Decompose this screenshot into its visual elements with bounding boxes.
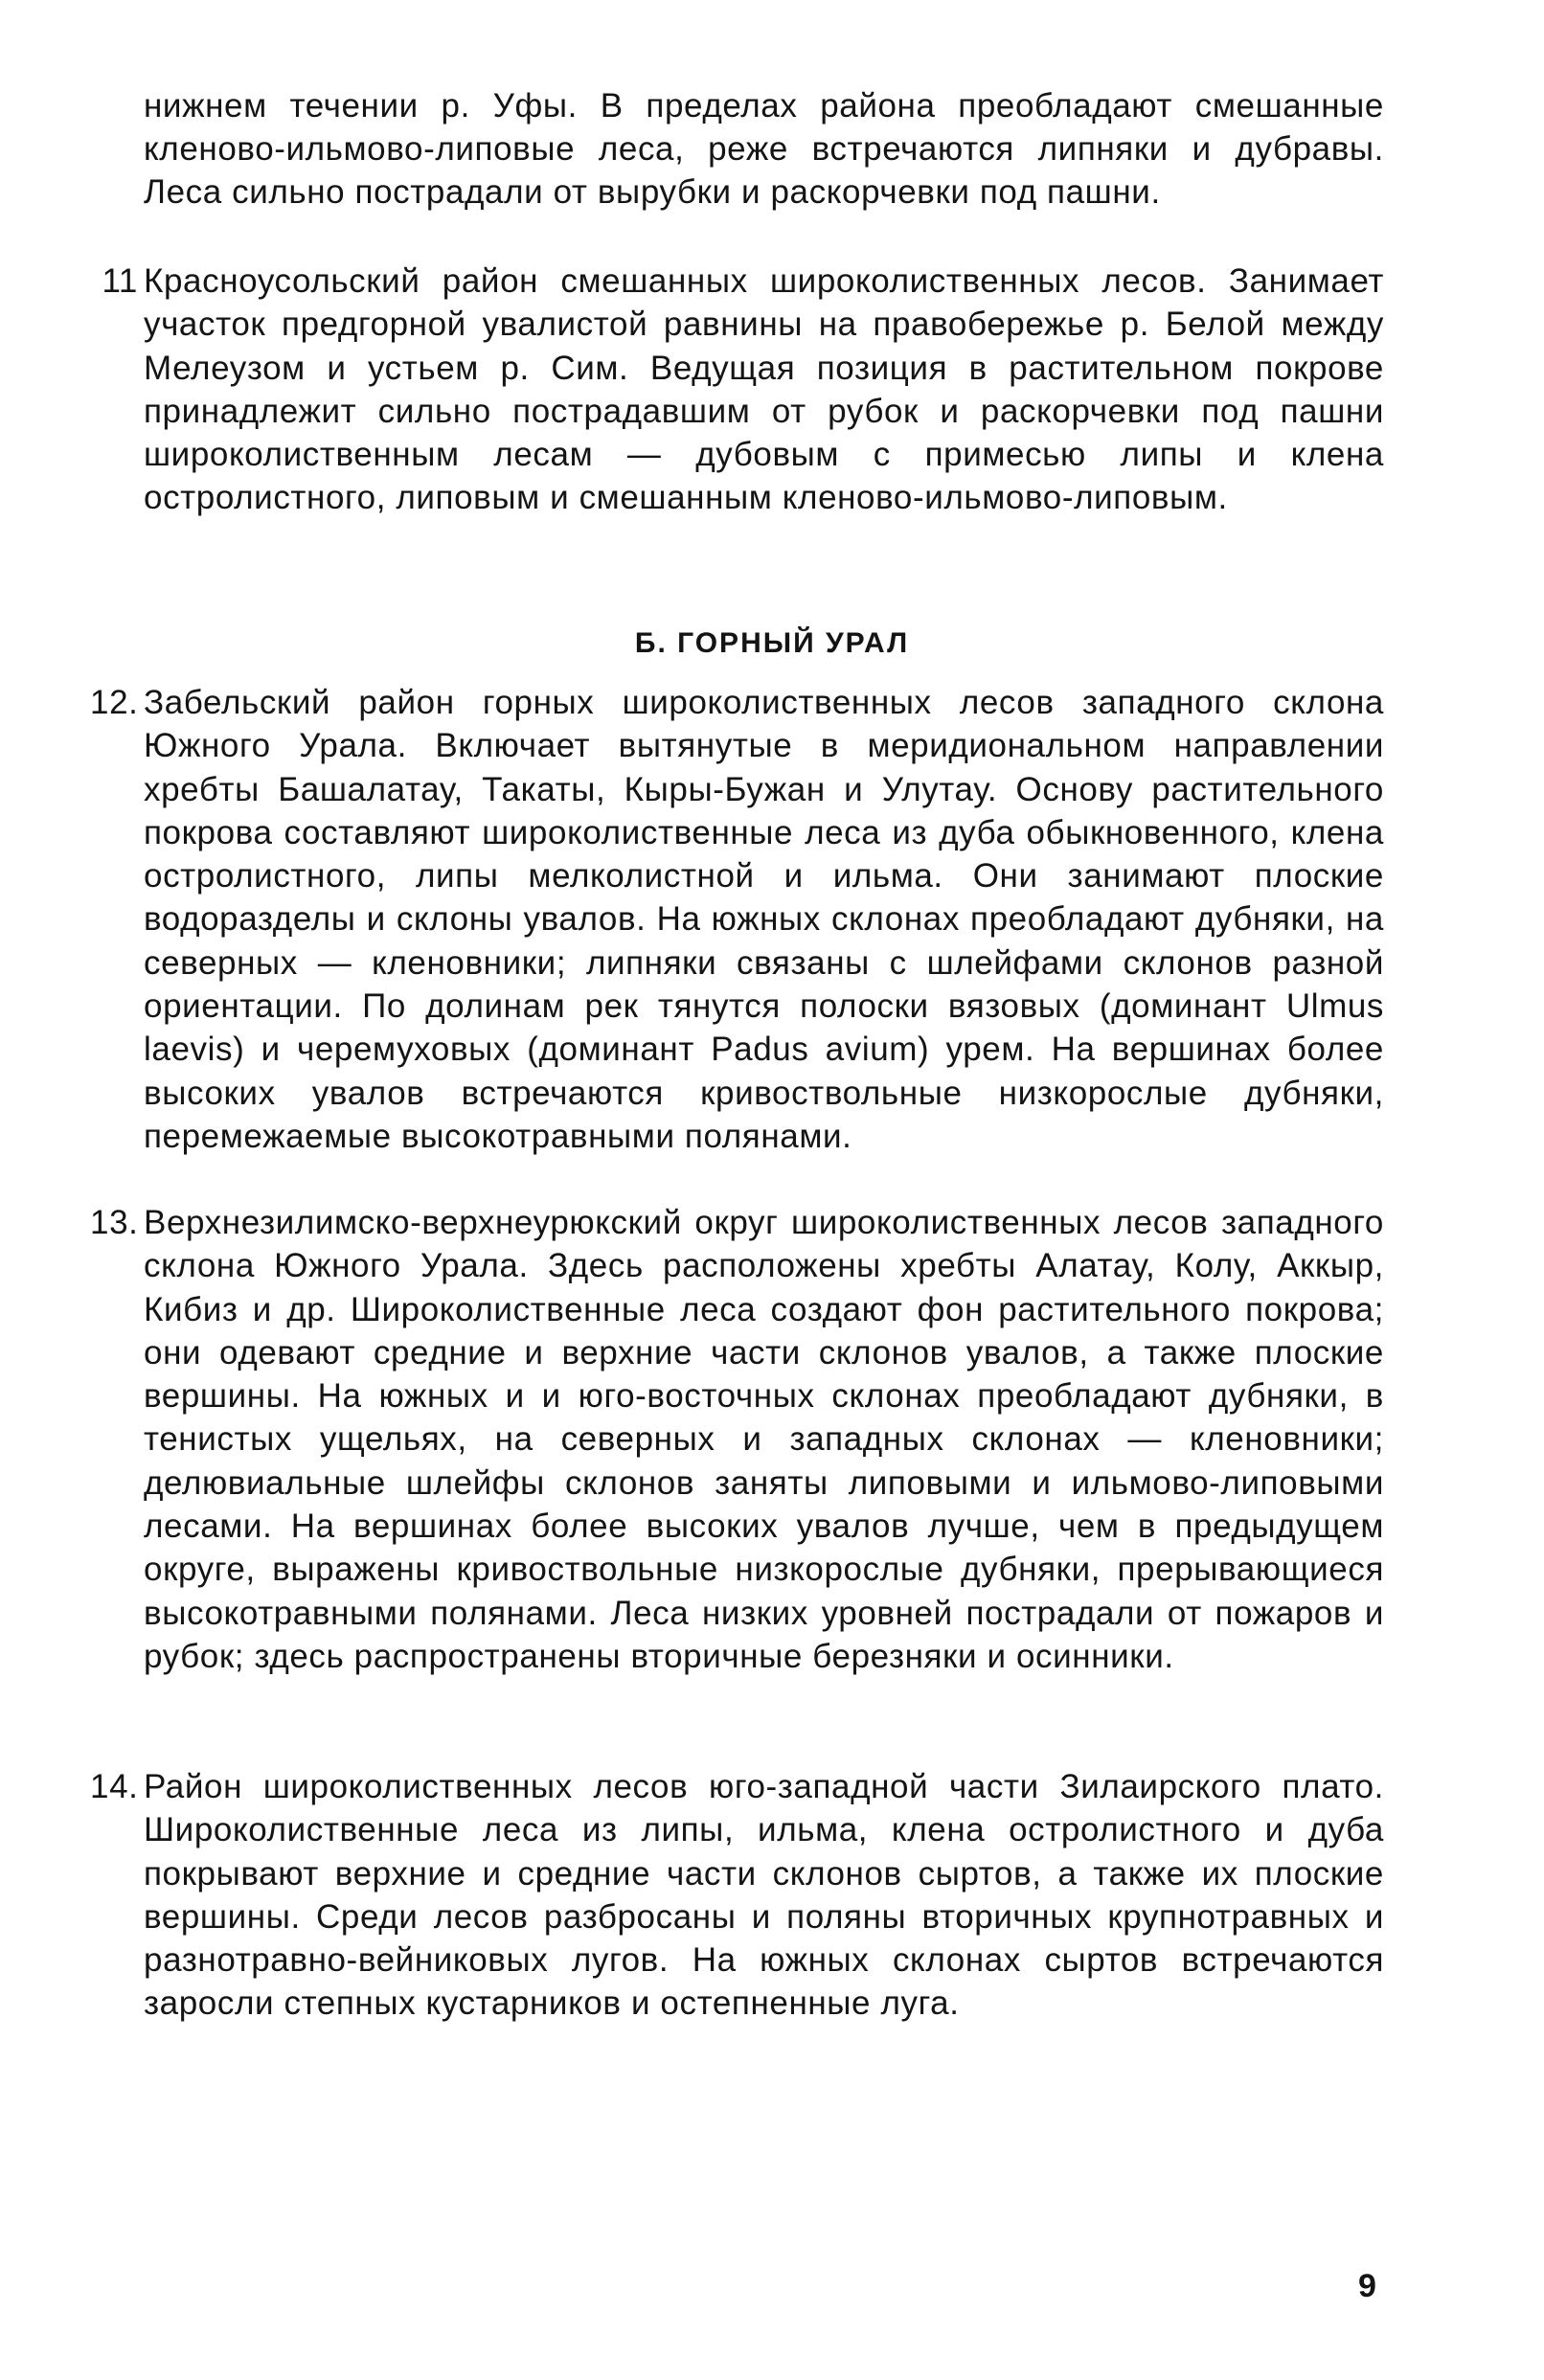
entry-number: 14. — [90, 1768, 139, 1805]
entry-text: Красноусольский район смешанных широколиственных лесов. Занимает участок предгорной увалистой равнины на правобережье р. Белой между Мелеузом и устьем р. Сим. Ведущая позиция в растительном покрове принадлежит сильно пострадавшим от рубок и раскорчевки под пашни широколиственным лесам — дубовым с примесью липы и клена остролистного, липовым и смешанным кленово-ильмово-липовым. — [144, 262, 1384, 517]
entry-11 — [102, 260, 1384, 520]
entry-number: 12. — [90, 684, 139, 721]
entry-14 — [90, 1765, 1384, 2026]
entry-text: Верхнезилимско-верхнеурюкский округ широколиственных лесов западного склона Южного Урала. Здесь расположены хребты Алатау, Колу, Аккыр, Кибиз и др. Широколиственные леса создают фон растительного покрова; они одевают средние и верхние части склонов увалов, а также плоские вершины. На южных и и юго-восточных склонах преобладают дубняки, в тенистых ущельях, на северных и западных склонах — кленовники; делювиальные шлейфы склонов заняты липовыми и ильмово-липовыми лесами. На вершинах более высоких увалов лучше, чем в предыдущем округе, выражены кривоствольные низкорослые дубняки, прерывающиеся высокотравными полянами. Леса низких уровней пострадали от пожаров и рубок; здесь распространены вторичные березняки и осинники. — [144, 1204, 1384, 1675]
entry-text: Забельский район горных широколиственных лесов западного склона Южного Урала. Включает вытянутые в меридиональном направлении хребты Башалатау, Такаты, Кыры-Бужан и Улутау. Основу растительного покрова составляют широколиственные леса из дуба обыкновенного, клена остролистного, липы мелколистной и ильма. Они занимают плоские водоразделы и склоны увалов. На южных склонах преобладают дубняки, на северных — кленовники; липняки связаны с шлейфами склонов разной ориентации. По долинам рек тянутся полоски вязовых (доминант Ulmus laevis) и черемуховых (доминант Padus avium) урем. На вершинах более высоких увалов встречаются кривоствольные низкорослые дубняки, перемежаемые высокотравными полянами. — [144, 684, 1384, 1155]
entry-number: 13. — [90, 1204, 139, 1241]
entry-number: 11 — [102, 262, 138, 300]
intro-text: нижнем течении р. Уфы. В пределах района преобладают смешанные кленово-ильмово-липовые леса, реже встречаются липняки и дубравы. Леса сильно пострадали от вырубки и раскорчевки под пашни. — [144, 87, 1384, 211]
entry-text: Район широколиственных лесов юго-западной части Зилаирского плато. Широколиственные леса из липы, ильма, клена остролистного и дуба покрывают верхние и средние части склонов сыртов, а также их плоские вершины. Среди лесов разбросаны и поляны вторичных крупнотравных и разнотравно-вейниковых лугов. На южных склонах сыртов встречаются заросли степных кустарников и остепненные луга. — [144, 1768, 1384, 2023]
page-number: 9 — [1358, 2268, 1376, 2304]
intro-paragraph — [144, 84, 1384, 214]
entry-13 — [90, 1201, 1384, 1678]
entry-12 — [90, 681, 1384, 1158]
section-heading: Б. ГОРНЫЙ УРАЛ — [634, 627, 910, 659]
